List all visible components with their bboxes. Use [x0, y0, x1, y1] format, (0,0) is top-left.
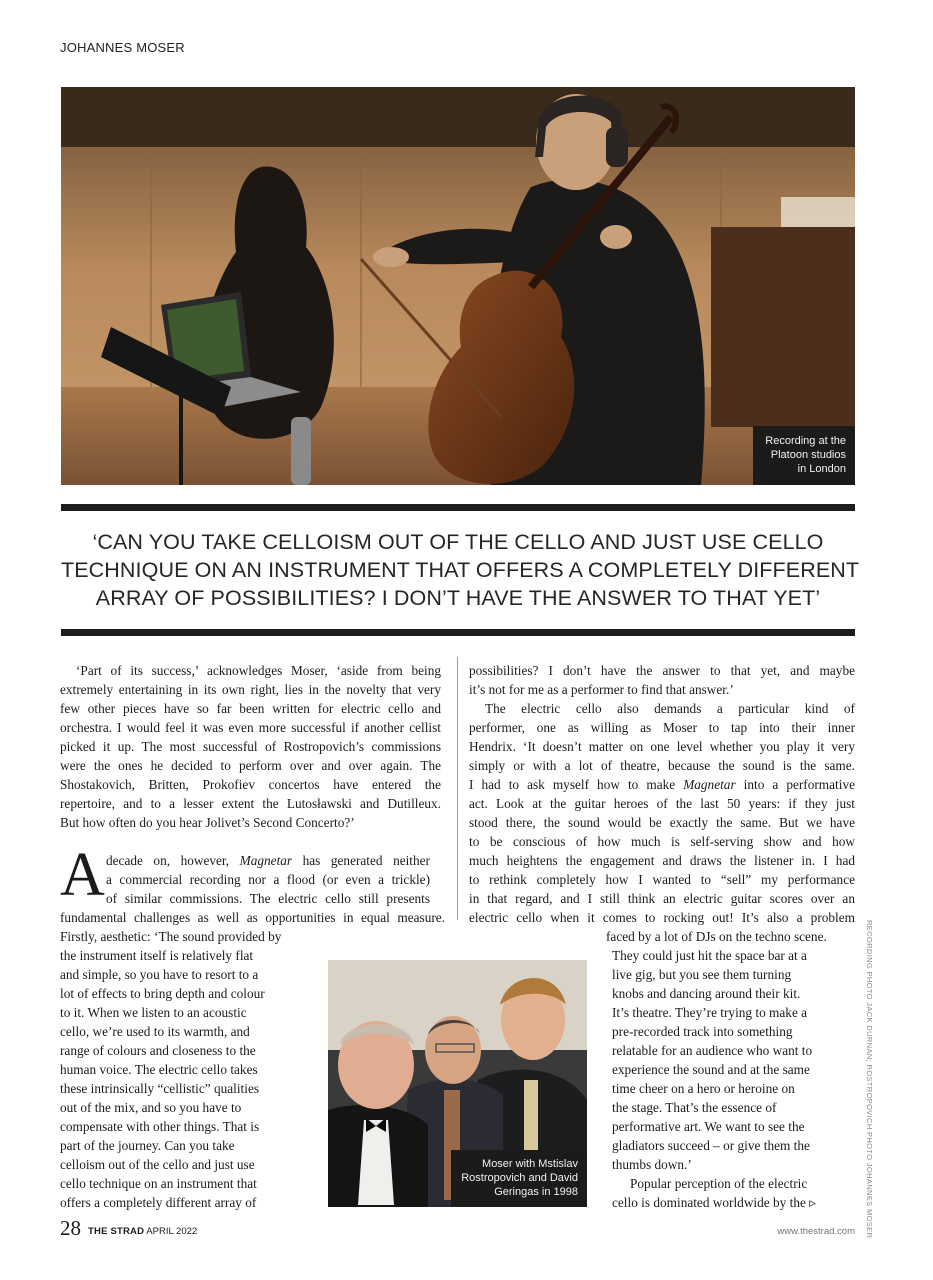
text-line: Shostakovich, Britten, Prokofiev concertos have entered the: [60, 777, 441, 792]
text-line: few other pieces have so far been written for electric cello and: [60, 701, 441, 716]
text-line: Firstly, aesthetic: ‘The sound provided by: [60, 929, 282, 944]
column-1-bottom-text: [60, 927, 320, 1212]
text-line: gladiators succeed – or give them the: [612, 1138, 810, 1153]
text-line: to it. When we listen to an acoustic: [60, 1005, 247, 1020]
text-line: faced by a lot of DJs on the techno scene.: [606, 929, 827, 944]
inset-photo: [328, 960, 587, 1207]
text-line: But how often do you hear Jolivet’s Second Concerto?’: [60, 815, 355, 830]
hero-photo-caption: [753, 426, 855, 485]
text-line: Hendrix. ‘It doesn’t matter on one level whether you play it very: [469, 739, 855, 754]
pull-quote-bottom-rule: [61, 629, 855, 636]
hero-photo: [61, 87, 855, 485]
column-1-top-paragraph: [60, 661, 441, 832]
magazine-name: THE STRAD: [88, 1226, 145, 1237]
text-line: performer, one as willing as Moser to tap into their inner: [469, 720, 855, 735]
text-line: of similar commissions. The electric cello still presents: [106, 891, 430, 906]
caption-line: Platoon studios: [770, 449, 846, 461]
inset-photo-caption: [451, 1150, 587, 1207]
pull-quote-line: TECHNIQUE ON AN INSTRUMENT THAT OFFERS A COMPLETELY DIFFERENT: [61, 558, 860, 582]
text-line: relatable for an audience who want to: [612, 1043, 813, 1058]
text-run: I had to ask myself how to make: [469, 777, 684, 792]
column-3-text: [606, 927, 856, 1212]
text-line: ‘Part of its success,’ acknowledges Moser, ‘aside from being: [76, 663, 441, 678]
text-line: They could just hit the space bar at a: [612, 948, 807, 963]
issue-date: APRIL 2022: [146, 1226, 198, 1237]
photo-credit: RECORDING PHOTO JACK DURNAN; ROSTROPOVICH PHOTO JOHANNES MOSER: [865, 920, 874, 1239]
text-line: offers a completely different array of: [60, 1195, 257, 1210]
text-run: decade on, however,: [106, 853, 240, 868]
text-line: a commercial recording nor a flood (or even a trickle): [106, 872, 430, 887]
caption-line: Recording at the: [765, 435, 846, 447]
running-head: JOHANNES MOSER: [60, 40, 185, 55]
text-line: simply or with a lot of theatre, because the sound is the same.: [469, 758, 855, 773]
caption-line: Geringas in 1998: [494, 1186, 578, 1198]
text-line: [469, 775, 855, 794]
text-line: time cheer on a hero or heroine on: [612, 1081, 795, 1096]
pull-quote-line: ‘CAN YOU TAKE CELLOISM OUT OF THE CELLO AND JUST USE CELLO: [92, 530, 824, 554]
column-2-text: [469, 661, 855, 927]
text-run: has generated neither: [292, 853, 430, 868]
text-line: performative art. We want to see the: [612, 1119, 805, 1134]
pull-quote-top-rule: [61, 504, 855, 511]
page-number: 28: [60, 1216, 81, 1240]
caption-line: Moser with Mstislav: [482, 1158, 578, 1170]
drop-cap-paragraph-full: [60, 908, 445, 927]
text-line: possibilities? I don’t have the answer to that yet, and maybe: [469, 663, 855, 678]
cellist-recording-illustration: [61, 87, 855, 485]
text-line: Popular perception of the electric: [630, 1176, 808, 1191]
text-line: orchestra. I would feel it was even more successful if another cellist: [60, 720, 441, 735]
text-line: stood there, the sound would be exactly the same. But we have: [469, 815, 855, 830]
caption-line: Rostropovich and David: [461, 1172, 578, 1184]
text-line: fundamental challenges as well as opportunities in equal measure.: [60, 910, 445, 925]
text-line: act. Look at the guitar heroes of the last 50 years: if they just: [469, 796, 855, 811]
text-line: human voice. The electric cello takes: [60, 1062, 258, 1077]
text-line: It’s theatre. They’re trying to make a: [612, 1005, 808, 1020]
text-line: part of the journey. Can you take: [60, 1138, 235, 1153]
text-line: to rethink completely how I wanted to “sell” my performance: [469, 872, 855, 887]
text-line: out of the mix, and so you have to: [60, 1100, 242, 1115]
text-line: thumbs down.’: [612, 1157, 692, 1172]
text-line: much heightens the engagement and draws the listener in. I had: [469, 853, 855, 868]
text-line: picked it up. The most successful of Rostropovich’s commissions: [60, 739, 441, 754]
text-line: these intrinsically “cellistic” qualities: [60, 1081, 260, 1096]
text-line: celloism out of the cello and just use: [60, 1157, 255, 1172]
text-line: lot of effects to bring depth and colour: [60, 986, 265, 1001]
text-line: the stage. That’s the essence of: [612, 1100, 777, 1115]
text-line: electric cello when it comes to rocking out! It’s also a problem: [469, 910, 855, 925]
text-line: extremely entertaining in its own right, lies in the novelty that very: [60, 682, 441, 697]
text-line: The electric cello also demands a particular kind of: [485, 701, 855, 716]
drop-cap: A: [60, 841, 105, 909]
drop-cap-paragraph-indented: [106, 851, 430, 908]
text-line: pre-recorded track into something: [612, 1024, 793, 1039]
text-line: cello, we’re used to its warmth, and: [60, 1024, 250, 1039]
text-line: live gig, but you see them turning: [612, 967, 792, 982]
text-line: it’s not for me as a performer to find that answer.’: [469, 682, 734, 697]
text-line: cello technique on an instrument that: [60, 1176, 257, 1191]
text-line: knobs and dancing around their kit.: [612, 986, 801, 1001]
text-line: repertoire, and to a lesser extent the Lutosławski and Dutilleux.: [60, 796, 441, 811]
pull-quote-line: ARRAY OF POSSIBILITIES? I DON’T HAVE THE ANSWER TO THAT YET’: [95, 586, 821, 610]
text-line: in that regard, and I still think an electric guitar scores over an: [469, 891, 855, 906]
text-line: the instrument itself is relatively flat: [60, 948, 254, 963]
magazine-footer: [88, 1226, 197, 1237]
text-line: were the ones he decided to perform over and over again. The: [60, 758, 441, 773]
text-line: [106, 851, 430, 870]
text-line: range of colours and closeness to the: [60, 1043, 256, 1058]
text-line: to be conscious of how much is self-serving show and how: [469, 834, 855, 849]
text-run: into a performative: [735, 777, 855, 792]
column-divider: [457, 657, 458, 920]
text-line: compensate with other things. That is: [60, 1119, 260, 1134]
italic-title: Magnetar: [683, 777, 736, 792]
italic-title: Magnetar: [239, 853, 293, 868]
pull-quote: [61, 528, 860, 612]
text-line: cello is dominated worldwide by the ▹: [612, 1195, 816, 1210]
text-line: experience the sound and at the same: [612, 1062, 810, 1077]
caption-line: in London: [797, 463, 846, 475]
text-line: and simple, so you have to resort to a: [60, 967, 259, 982]
website-link[interactable]: www.thestrad.com: [777, 1226, 855, 1237]
